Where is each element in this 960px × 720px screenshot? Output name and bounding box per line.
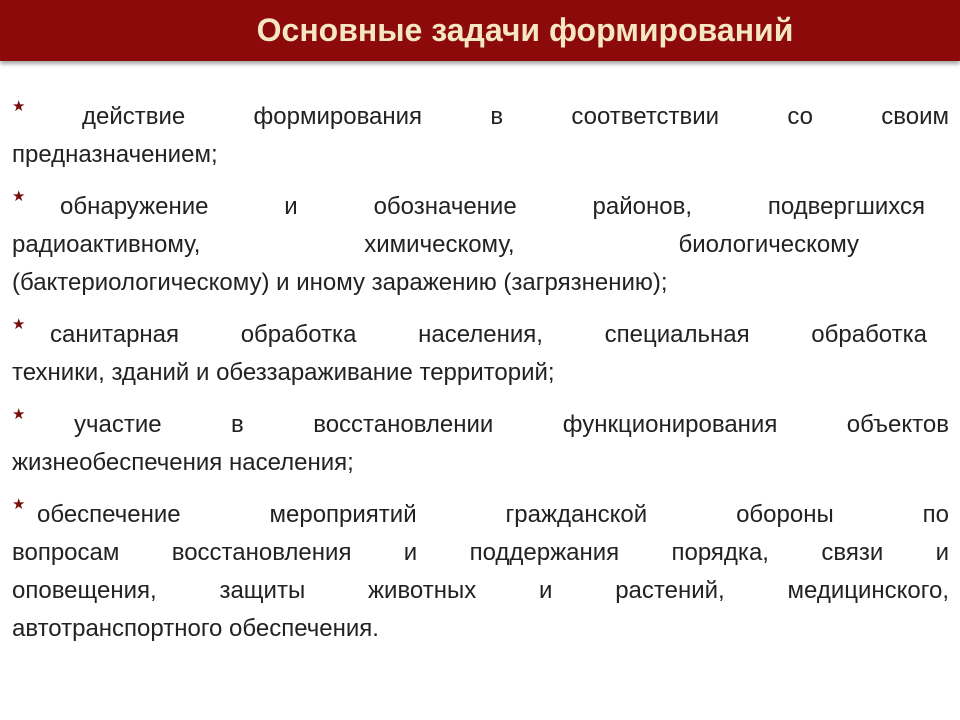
star-icon: ★ <box>12 496 26 513</box>
list-item <box>12 188 949 302</box>
list-item-line: действие формирования в соответствии со своим <box>82 103 949 130</box>
slide-title: Основные задачи формирований <box>256 12 794 48</box>
list-item <box>12 98 949 174</box>
list-item-line: оповещения, защиты животных и растений, медицинского, <box>12 577 949 604</box>
list-item-line: санитарная обработка населения, специальная обработка <box>50 321 927 348</box>
list-item-line: обеспечение мероприятий гражданской обороны по <box>37 501 949 528</box>
list-item-line: предназначением; <box>12 141 218 168</box>
list-item <box>12 316 949 392</box>
star-icon: ★ <box>12 98 26 115</box>
list-item-line: обнаружение и обозначение районов, подвергшихся <box>60 193 925 220</box>
list-item-line: радиоактивному, химическому, биологическому <box>12 231 859 258</box>
star-icon: ★ <box>12 188 26 205</box>
list-item-line: техники, зданий и обеззараживание территорий; <box>12 359 555 386</box>
star-icon: ★ <box>12 316 26 333</box>
list-item <box>12 496 949 648</box>
list-item-line: участие в восстановлении функционирования объектов <box>74 411 949 438</box>
task-list <box>12 98 949 648</box>
star-icon: ★ <box>12 406 26 423</box>
list-item-line: автотранспортного обеспечения. <box>12 615 379 642</box>
list-item-line: жизнеобеспечения населения; <box>12 449 354 476</box>
list-item <box>12 406 949 482</box>
title-bar <box>0 0 960 61</box>
list-item-line: вопросам восстановления и поддержания порядка, связи и <box>12 539 949 566</box>
list-item-line: (бактериологическому) и иному заражению (загрязнению); <box>12 269 668 296</box>
